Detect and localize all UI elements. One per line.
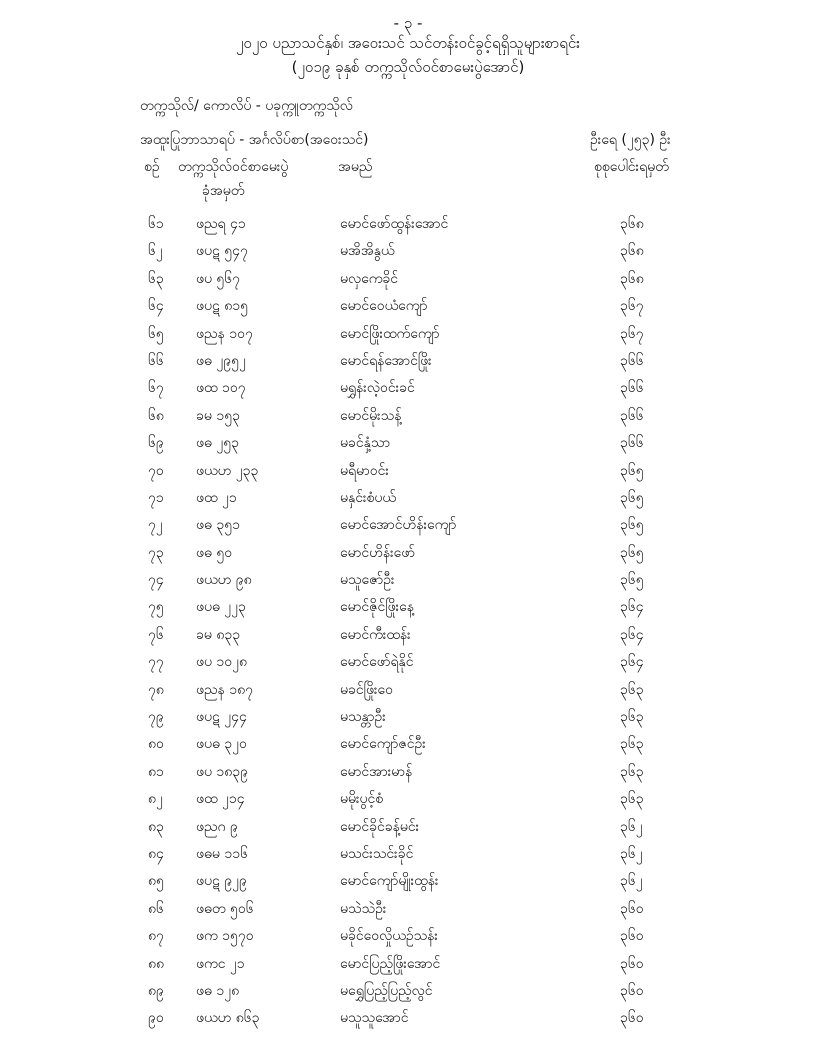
total-marks: ၃၆၀ <box>620 955 644 972</box>
total-marks: ၃၆၅ <box>620 489 644 506</box>
roll-number: ခမ ၈၃၃ <box>196 626 241 643</box>
table-row <box>0 429 816 456</box>
student-name: မောင်ရန်အောင်ဖြိုး <box>340 352 432 369</box>
table-row <box>0 292 816 319</box>
student-name: မသဲသဲဦး <box>340 900 387 917</box>
student-name: မောင်ဖြိုးထက်ကျော် <box>340 325 440 342</box>
row-number: ၉၀ <box>148 1010 164 1027</box>
student-name: မခင်နှံ့သာ <box>340 435 391 452</box>
total-marks: ၃၆၀ <box>620 1010 644 1027</box>
row-number: ၈၈ <box>148 955 164 972</box>
roll-number: ဖညဂ ၉ <box>196 818 238 835</box>
roll-number: ဖပဓ ၂၂၃ <box>196 599 246 616</box>
student-name: မမိုးပွင့်စံ <box>340 791 384 808</box>
table-row <box>0 402 816 429</box>
row-number: ၈၇ <box>148 928 164 945</box>
student-name: မလှကေခိုင် <box>340 270 399 287</box>
row-number: ၈၃ <box>148 818 164 835</box>
total-marks: ၃၆၅ <box>620 462 644 479</box>
table-row <box>0 867 816 894</box>
roll-number: ဖကင ၂၁ <box>196 955 245 972</box>
total-marks: ၃၆၂ <box>620 818 643 835</box>
table-row <box>0 347 816 374</box>
table-row <box>0 895 816 922</box>
results-table <box>0 210 816 1032</box>
student-name: မရွှန်းလဲ့ဝင်းခင် <box>340 380 415 397</box>
table-row <box>0 1004 816 1031</box>
row-number: ၆၈ <box>148 407 164 424</box>
total-marks: ၃၆၄ <box>620 599 644 616</box>
student-name: မောင်ကီးထန်း <box>340 626 411 643</box>
student-name: မရွှေပြည့်ပြည့်လွင် <box>340 982 433 999</box>
column-header-roll: တက္ကသိုလ်ဝင်စာမေးပွဲ <box>178 159 289 175</box>
column-header-roll-sub: ခုံအမှတ် <box>202 183 245 199</box>
student-name: မခိုင်ဝေလှိုယဉ်သန်း <box>340 928 438 945</box>
row-number: ၇၉ <box>148 709 164 726</box>
roll-number: ဖဓမ ၁၁၆ <box>196 845 248 862</box>
row-number: ၇၄ <box>148 572 164 589</box>
row-number: ၇၇ <box>148 654 164 671</box>
roll-number: ဖယဟ ၉၈ <box>196 572 252 589</box>
total-marks: ၃၆၇ <box>620 298 644 315</box>
roll-number: ဖဓ ၂၉၅၂ <box>196 352 246 369</box>
table-row <box>0 840 816 867</box>
student-name: မောင်ကျော်ဇင်ဦး <box>340 736 426 753</box>
row-number: ၆၂ <box>148 243 163 260</box>
row-number: ၈၅ <box>148 873 164 890</box>
roll-number: ဖပဋ ၅၄၇ <box>196 243 248 260</box>
roll-number: ဖပဋ ၂၄၄ <box>196 709 247 726</box>
roll-number: ဖက ၁၅၇၀ <box>196 928 254 945</box>
row-number: ၈၁ <box>148 763 164 780</box>
table-row <box>0 785 816 812</box>
table-row <box>0 977 816 1004</box>
total-marks: ၃၆၄ <box>620 626 644 643</box>
student-name: မောင်ပြည့်ဖြိုးအောင် <box>340 955 441 972</box>
student-count: ဦးရေ (၂၅၃) ဦး <box>590 132 671 148</box>
total-marks: ၃၆၃ <box>620 681 644 698</box>
table-row <box>0 676 816 703</box>
total-marks: ၃၆၀ <box>620 982 644 999</box>
total-marks: ၃၆၃ <box>620 709 644 726</box>
roll-number: ဖထ ၁၀၇ <box>196 380 246 397</box>
total-marks: ၃၆၆ <box>620 435 644 452</box>
roll-number: ဖပ ၁၈၃၉ <box>196 763 249 780</box>
student-name: မသင်းသင်းခိုင် <box>340 845 414 862</box>
table-row <box>0 265 816 292</box>
roll-number: ဖဓ ၁၂၈ <box>196 982 240 999</box>
row-number: ၆၃ <box>148 270 164 287</box>
student-name: မောင်ဟိန်းဖော် <box>340 544 415 561</box>
student-name: မောင်မိုးသန့် <box>340 407 402 424</box>
row-number: ၈၂ <box>148 791 163 808</box>
row-number: ၆၄ <box>148 298 164 315</box>
student-name: မရီမာဝင်း <box>340 462 389 479</box>
total-marks: ၃၆၆ <box>620 352 644 369</box>
student-name: မောင်ဝေယံကျော် <box>340 298 428 315</box>
row-number: ၇၀ <box>148 462 164 479</box>
total-marks: ၃၆၆ <box>620 380 644 397</box>
table-row <box>0 320 816 347</box>
total-marks: ၃၆၀ <box>620 900 644 917</box>
university-line: တက္ကသိုလ်/ ကောလိပ် - ပခုက္ကူတက္ကသိုလ် <box>140 98 353 114</box>
table-row <box>0 539 816 566</box>
student-name: မောင်ဖော်ထွန်းအောင် <box>340 216 449 232</box>
table-row <box>0 511 816 538</box>
row-number: ၈၆ <box>148 900 164 917</box>
total-marks: ၃၆၃ <box>620 736 644 753</box>
student-name: မောင်ကျော်မျိုးထွန်း <box>340 873 439 890</box>
total-marks: ၃၆၀ <box>620 928 644 945</box>
document-subtitle: (၂၀၁၉ ခုနှစ် တက္ကသိုလ်ဝင်စာမေးပွဲအောင်) <box>291 58 525 76</box>
row-number: ၇၈ <box>148 681 164 698</box>
roll-number: ဖယဟ ၂၃၃ <box>196 462 259 479</box>
row-number: ၈၉ <box>148 982 164 999</box>
table-row <box>0 566 816 593</box>
total-marks: ၃၆၂ <box>620 845 643 862</box>
total-marks: ၃၆၈ <box>620 243 644 260</box>
roll-number: ဖပဋ ၈၁၅ <box>196 298 248 315</box>
total-marks: ၃၆၂ <box>620 873 643 890</box>
column-header-no: စဉ် <box>144 159 160 175</box>
row-number: ၇၁ <box>148 489 164 506</box>
table-row <box>0 950 816 977</box>
row-number: ၆၇ <box>148 380 164 397</box>
roll-number: ဖဓ ၅၀ <box>196 544 233 561</box>
roll-number: ခမ ၁၅၃ <box>196 407 240 424</box>
student-name: မောင်ဖော်ရဲနိုင် <box>340 654 414 671</box>
table-row <box>0 210 816 237</box>
roll-number: ဖဓတ ၅၀၆ <box>196 900 254 917</box>
student-name: မောင်အောင်ဟိန်းကျော် <box>340 517 457 534</box>
total-marks: ၃၆၃ <box>620 763 644 780</box>
total-marks: ၃၆၈ <box>620 216 644 232</box>
column-header-name: အမည် <box>338 159 373 175</box>
table-row <box>0 237 816 264</box>
student-name: မောင်ခိုင်ခန့်မင်း <box>340 818 420 835</box>
table-row <box>0 730 816 757</box>
row-number: ၆၆ <box>148 352 164 369</box>
total-marks: ၃၆၇ <box>620 325 644 342</box>
total-marks: ၃၆၄ <box>620 654 644 671</box>
roll-number: ဖညန ၁၀၇ <box>196 325 253 342</box>
student-name: မခင်ဖြိုးဝေ <box>340 681 394 698</box>
row-number: ၇၅ <box>148 599 164 616</box>
student-name: မသူသူအောင် <box>340 1010 409 1027</box>
total-marks: ၃၆၆ <box>620 407 644 424</box>
major-subject-line: အထူးပြုဘာသာရပ် - အင်္ဂလိပ်စာ(အဝေးသင်) <box>140 132 369 148</box>
student-name: မောင်အားမာန် <box>340 763 413 780</box>
table-row <box>0 374 816 401</box>
table-row <box>0 758 816 785</box>
student-name: မောင်ဇိုင်ဖြိုးနေ့ <box>340 599 414 616</box>
roll-number: ဖညရ ၄၁ <box>196 216 246 232</box>
row-number: ၈၀ <box>148 736 164 753</box>
row-number: ၆၉ <box>148 435 164 452</box>
total-marks: ၃၆၈ <box>620 270 644 287</box>
roll-number: ဖထ ၂၁ <box>196 489 237 506</box>
roll-number: ဖယဟ ၈၆၃ <box>196 1010 260 1027</box>
roll-number: ဖပဓ ၃၂၀ <box>196 736 247 753</box>
table-row <box>0 813 816 840</box>
table-row <box>0 922 816 949</box>
row-number: ၇၆ <box>148 626 164 643</box>
roll-number: ဖဓ ၂၅၃ <box>196 435 239 452</box>
student-name: မနှင်းစံပယ် <box>340 489 396 506</box>
row-number: ၇၃ <box>148 544 164 561</box>
row-number: ၆၅ <box>148 325 164 342</box>
total-marks: ၃၆၃ <box>620 791 644 808</box>
row-number: ၆၁ <box>148 216 164 232</box>
table-row <box>0 484 816 511</box>
total-marks: ၃၆၅ <box>620 544 644 561</box>
table-row <box>0 621 816 648</box>
column-header-marks: စုစုပေါင်းရမှတ် <box>594 159 669 175</box>
table-row <box>0 703 816 730</box>
roll-number: ဖပဋ ၉၂၉ <box>196 873 247 890</box>
roll-number: ဖထ ၂၁၄ <box>196 791 245 808</box>
roll-number: ဖပ ၁၀၂၈ <box>196 654 248 671</box>
row-number: ၈၄ <box>148 845 164 862</box>
student-name: မအိအိနွယ် <box>340 243 395 260</box>
page-number: - ၃ - <box>393 14 423 32</box>
table-row <box>0 593 816 620</box>
student-name: မသန္တာဦး <box>340 709 386 726</box>
table-row <box>0 648 816 675</box>
total-marks: ၃၆၅ <box>620 517 644 534</box>
total-marks: ၃၆၅ <box>620 572 644 589</box>
roll-number: ဖဓ ၃၅၁ <box>196 517 240 534</box>
student-name: မသူဇော်ဦး <box>340 572 395 589</box>
roll-number: ဖပ ၅၆၇ <box>196 270 241 287</box>
roll-number: ဖညန ၁၈၇ <box>196 681 253 698</box>
row-number: ၇၂ <box>148 517 163 534</box>
table-row <box>0 457 816 484</box>
document-title: ၂၀၂၀ ပညာသင်နှစ်၊ အဝေးသင် သင်တန်းဝင်ခွင့်ရရှိသူများစာရင်း <box>236 34 580 52</box>
